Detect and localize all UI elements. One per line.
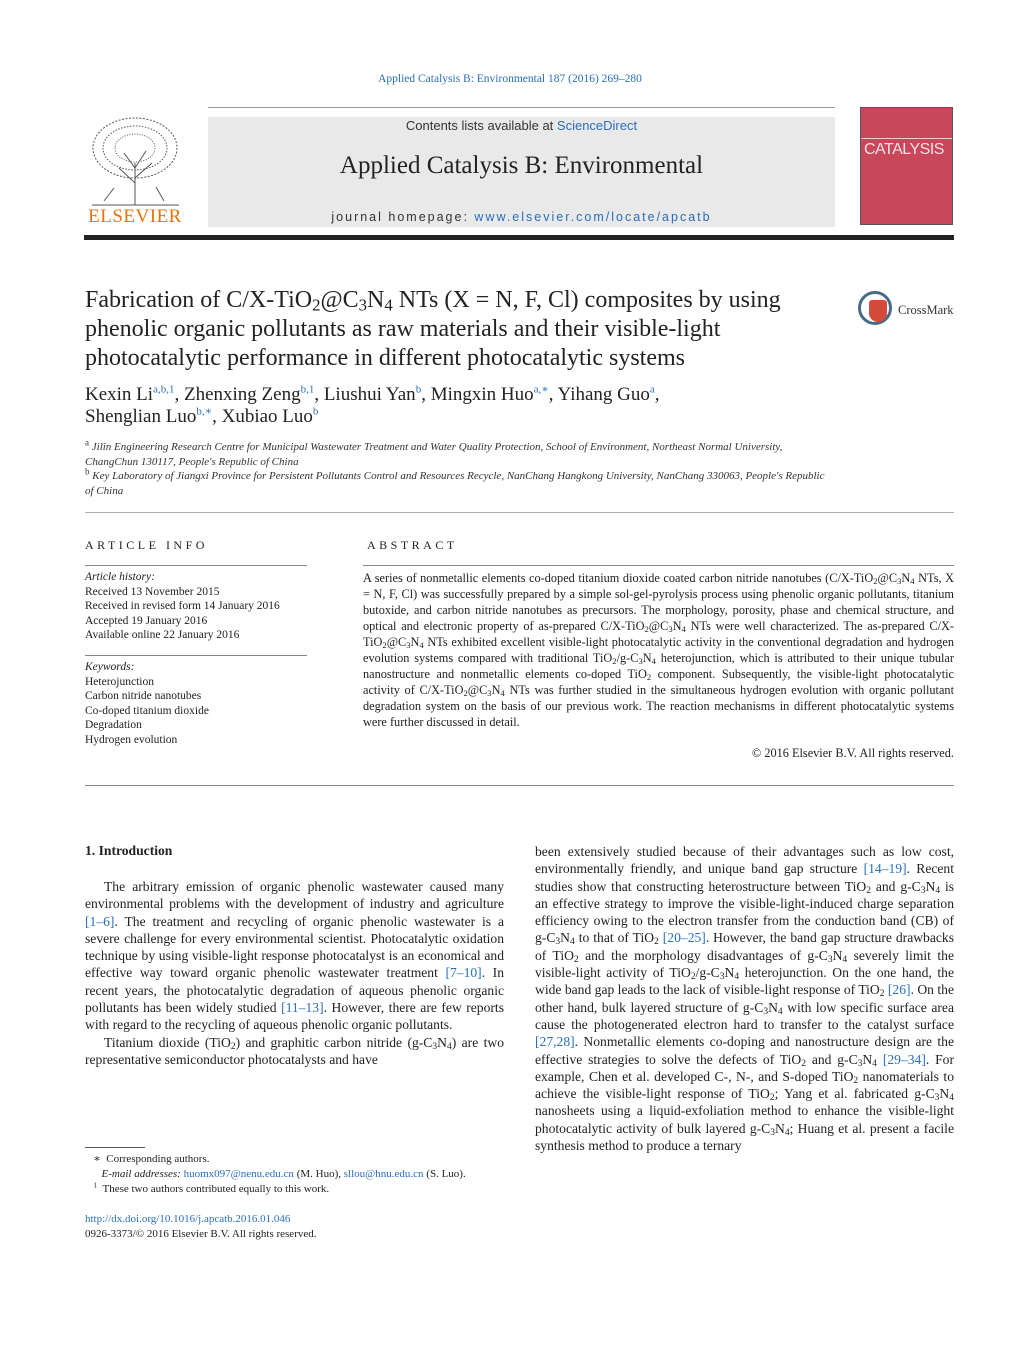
- citation-link[interactable]: [7–10]: [445, 965, 482, 981]
- title-text-3: N: [367, 287, 385, 313]
- journal-title: Applied Catalysis B: Environmental: [339, 152, 704, 179]
- footnotes: [85, 1152, 515, 1197]
- citation-link[interactable]: [26]: [887, 982, 911, 998]
- body-column-left: [85, 878, 504, 1068]
- citation-link[interactable]: [27,28]: [535, 1034, 575, 1050]
- email-link[interactable]: huomx097@nenu.edu.cn: [183, 1168, 294, 1180]
- abstract-text: A series of nonmetallic elements co-doped titanium dioxide coated carbon nitride nanotubes ($C/X-TiO_2@C_3N_4$ NTs, X = N, F, Cl) was successfully prepared by a simple sol-gel-pyrolysis process using phenolic organic pollutants, titanium butoxide, and carbon nitride nanotubes as precursors. The morphology, porosity, phase and chemical structure, and optical and electronic property of as-prepared $C/X-TiO_2@C_3N_4$ NTs were well characterized. The as-prepared $C/X-TiO_2@C_3N_4$ NTs exhibited excellent visible-light photocatalytic activity in the conventional degradation and hydrogen evolution systems compared with traditional $TiO_2/g-C_3N_4$ heterojunction, which is attributed to their unique tubular nanostructure and nonmetallic elements co-doped TiO$_2$ component. Subsequently, the visible-light photocatalytic activity of $C/X-TiO_2@C_3N_4$ NTs was further studied in the simultaneous hydrogen evolution with organic pollutant degradation system on the basis of our previous work. The reaction mechanisms in different photocatalytic systems were further discussed in detail.: [363, 571, 955, 729]
- footnote-star: ∗: [93, 1153, 101, 1165]
- title-text-2: @C: [320, 287, 359, 313]
- keyword-item: Carbon nitride nanotubes: [85, 690, 202, 702]
- journal-reference[interactable]: Applied Catalysis B: Environmental 187 (2016) 269–280: [378, 73, 642, 85]
- citation-link[interactable]: [1–6]: [85, 913, 115, 929]
- cover-title: CATALYSIS: [864, 141, 944, 158]
- abstract-copyright: © 2016 Elsevier B.V. All rights reserved.: [751, 746, 954, 760]
- author-separator: ,: [174, 384, 184, 405]
- title-text-1: Fabrication of C/X-TiO: [85, 287, 313, 313]
- citation-link[interactable]: [14–19]: [863, 861, 907, 877]
- author-aff-mark[interactable]: a,∗: [533, 383, 549, 396]
- title-sub-1: 2: [312, 295, 321, 315]
- keywords-block: [85, 660, 310, 747]
- author-aff-mark[interactable]: b,1: [300, 383, 315, 396]
- footnote-equal-contribution: [85, 1182, 515, 1197]
- footnote-emails: [85, 1167, 515, 1182]
- author-separator: ,: [314, 384, 324, 405]
- affiliation-mark: a: [85, 437, 89, 448]
- crossmark-label: CrossMark: [898, 303, 954, 317]
- author-aff-mark[interactable]: b,∗: [196, 405, 213, 418]
- affiliation-divider: [85, 512, 954, 513]
- author-separator: ,: [421, 384, 431, 405]
- keyword-item: Co-doped titanium dioxide: [85, 704, 209, 717]
- body-column-right: [535, 843, 954, 1154]
- citation-link[interactable]: [20–25]: [662, 930, 706, 946]
- email-owner: (M. Huo),: [293, 1168, 344, 1180]
- journal-cover-image[interactable]: [860, 107, 953, 225]
- footnote-equal-text: These two authors contributed equally to this work.: [102, 1183, 330, 1195]
- history-online: Available online 22 January 2016: [85, 629, 240, 641]
- keywords-label: Keywords:: [85, 661, 135, 673]
- elsevier-wordmark: ELSEVIER: [88, 206, 182, 227]
- author-name[interactable]: Kexin Li: [85, 384, 154, 405]
- article-info-heading: ARTICLE INFO: [85, 538, 208, 552]
- elsevier-logo: [84, 113, 186, 228]
- author-aff-mark[interactable]: b: [312, 405, 319, 418]
- footnote-corresponding-text: Corresponding authors.: [106, 1153, 210, 1165]
- author-name[interactable]: Yihang Guo: [557, 384, 650, 405]
- author-name[interactable]: Shenglian Luo: [85, 406, 197, 427]
- author-name[interactable]: Liushui Yan: [323, 384, 416, 405]
- keyword-item: Heterojunction: [85, 675, 154, 688]
- doi-block: [85, 1212, 515, 1241]
- homepage-prefix: journal homepage:: [331, 210, 475, 224]
- history-accepted: Accepted 19 January 2016: [85, 614, 208, 627]
- author-separator: ,: [212, 406, 222, 427]
- email-owner: (S. Luo).: [423, 1168, 466, 1180]
- sciencedirect-link[interactable]: ScienceDirect: [556, 118, 638, 133]
- crossmark-icon: [858, 291, 892, 325]
- affiliation-text: Jilin Engineering Research Centre for Municipal Wastewater Treatment and Water Quality Protection, School of Environment, Northeast Normal University, ChangChun 130117, People's Republic of China: [85, 441, 783, 468]
- cover-divider: [861, 138, 952, 139]
- keywords-rule: [85, 655, 307, 656]
- author-name[interactable]: Xubiao Luo: [221, 406, 313, 427]
- footnote-corresponding: [85, 1152, 515, 1167]
- citation-link[interactable]: [29–34]: [882, 1051, 926, 1067]
- abstract-heading: ABSTRACT: [367, 538, 458, 552]
- author-name[interactable]: Mingxin Huo: [430, 384, 534, 405]
- footnote-rule: [85, 1147, 145, 1148]
- email-link[interactable]: sllou@hnu.edu.cn: [343, 1168, 424, 1180]
- author-list: [85, 384, 845, 428]
- author-aff-mark[interactable]: a,b,1: [153, 383, 175, 396]
- abstract-rule: [363, 565, 954, 566]
- keyword-item: Hydrogen evolution: [85, 733, 178, 746]
- keyword-item: Degradation: [85, 719, 142, 731]
- intro-paragraph-1: The arbitrary emission of organic phenolic wastewater caused many environmental problems with the development of industry and agriculture [1–6]. The treatment and recycling of organic phenolic wastewater is a severe challenge for every environmental scientist. Photocatalytic oxidation technique by using visible-light response photocatalyst is an economical and effective way toward organic phenolic wastewater treatment [7–10]. In recent years, the photocatalytic degradation of aqueous phenolic organic pollutants has been widely studied [11–13]. However, there are few reports with regard to the recycling of aqueous phenolic organic pollutants.: [85, 879, 504, 1033]
- title-sub-2: 3: [358, 295, 367, 315]
- author-separator: ,: [654, 384, 660, 405]
- history-label: Article history:: [85, 571, 155, 583]
- author-separator: ,: [548, 384, 558, 405]
- affiliation-text: Key Laboratory of Jiangxi Province for Persistent Pollutants Control and Resources Recycle, NanChang Hangkong University, NanChang 330063, People's Republic of China: [85, 470, 825, 497]
- homepage-line: [208, 210, 835, 224]
- affiliation-b: [85, 466, 835, 498]
- history-revised: Received in revised form 14 January 2016: [85, 600, 280, 612]
- abstract-bottom-rule: [85, 785, 954, 786]
- author-aff-mark[interactable]: a: [649, 383, 655, 396]
- author-name[interactable]: Zhenxing Zeng: [183, 384, 301, 405]
- crossmark-badge[interactable]: [858, 291, 958, 331]
- author-aff-mark[interactable]: b: [415, 383, 422, 396]
- elsevier-tree-icon: [84, 113, 186, 208]
- intro-paragraph-2: Titanium dioxide (TiO$_2$) and graphitic carbon nitride $(g-C_3N_4)$ are two representative semiconductor photocatalysts and have: [85, 1034, 505, 1067]
- issn-line: 0926-3373/© 2016 Elsevier B.V. All rights reserved.: [85, 1227, 317, 1240]
- homepage-link[interactable]: www.elsevier.com/locate/apcatb: [474, 210, 712, 224]
- contents-line: [208, 118, 835, 133]
- contents-prefix: Contents lists available at: [405, 118, 557, 133]
- article-info-rule: [85, 565, 307, 566]
- email-label: E-mail addresses:: [101, 1168, 181, 1180]
- citation-link[interactable]: [11–13]: [281, 1000, 324, 1016]
- title-sub-3: 4: [384, 295, 393, 315]
- affiliation-mark: b: [85, 466, 90, 477]
- history-received: Received 13 November 2015: [85, 585, 220, 598]
- title-text-4: NTs (X = N, F, Cl) composites by using phenolic organic pollutants as raw materials and their visible-light photocatalytic performance in different photocatalytic systems: [85, 287, 781, 371]
- paper-title: [85, 286, 830, 373]
- footnote-mark: 1: [93, 1180, 97, 1190]
- affiliation-a: [85, 437, 835, 469]
- header-thick-rule: [84, 235, 954, 240]
- header-divider: [208, 107, 835, 108]
- article-history: [85, 570, 310, 643]
- doi-link[interactable]: http://dx.doi.org/10.1016/j.apcatb.2016.01.046: [85, 1213, 291, 1225]
- intro-paragraph-2-cont: been extensively studied because of their advantages such as low cost, environmentally friendly, and unique band gap structure [14–19]. Recent studies show that constructing heterostructure between TiO$_2$ and $g-C_3N_4$ is an effective strategy to improve the visible-light-induced charge separation efficiency owing to the electron transfer from the conduction band (CB) of $g-C_3N_4$ to that of TiO$_2$ [20–25]. However, the band gap structure drawbacks of TiO$_2$ and the morphology disadvantages of $g-C_3N_4$ severely limit the visible-light activity of $TiO_2/g-C_3N_4$ heterojunction. On the one hand, the wide band gap leads to the lack of visible-light response of TiO$_2$ [26]. On the other hand, bulk layered structure of $g-C_3N_4$ with low specific surface area cause the photogenerated electron hard to transfer to the catalyst surface [27,28]. Nonmetallic elements co-doping and nanostructure design are the effective strategies to solve the defects of TiO$_2$ and $g-C_3N_4$ [29–34]. For example, Chen et al. developed C-, N-, and S-doped TiO$_2$ nanomaterials to achieve the visible-light response of TiO$_2$; Yang et al. fabricated $g-C_3N_4$ nanosheets using a liquid-exfoliation method to enhance the visible-light photocatalytic activity of bulk layered $g-C_3N_4$; Huang et al. present a facile synthesis method to produce a ternary: [535, 844, 955, 1154]
- section-heading-introduction: 1. Introduction: [85, 843, 173, 858]
